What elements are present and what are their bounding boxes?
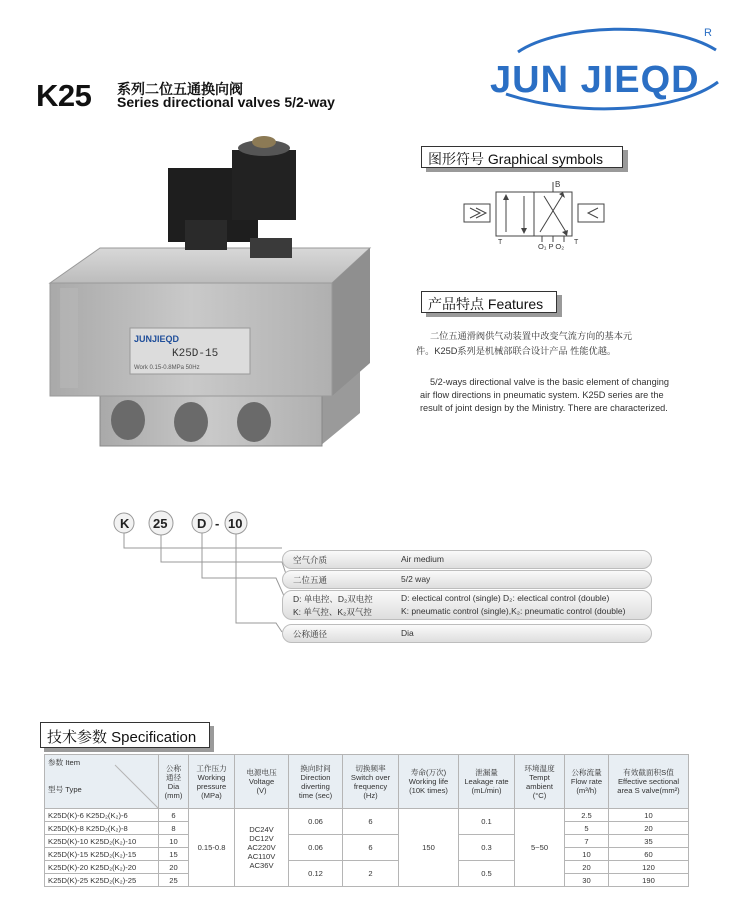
table-row: K25D(K)-20 K25D₂(K₂)-20 20 0.12 2 0.5 20 120 <box>45 861 689 874</box>
table-row: K25D(K)-15 K25D₂(K₂)-15 15 10 60 <box>45 848 689 861</box>
model-row-dia: 公称通径 Dia <box>282 624 652 643</box>
code-part-dash: - <box>215 516 220 531</box>
features-en-line-2: air flow directions in pneumatic system. K25D series are the <box>420 390 664 400</box>
code-part-control: D <box>197 516 207 531</box>
spec-section-header: 技术参数 Specification <box>40 722 210 748</box>
features-en-line-3: result of joint design by the Ministry. There are characterized. <box>420 403 668 413</box>
spec-header-row <box>45 755 689 809</box>
svg-text:Work 0.15-0.8MPa 50Hz: Work 0.15-0.8MPa 50Hz <box>134 365 200 371</box>
valve-photo <box>20 128 392 458</box>
header-dia: 公称 通径 Dia (mm) <box>159 755 189 809</box>
model-row-medium: 空气介质 Air medium <box>282 550 652 569</box>
svg-text:T: T <box>574 239 579 246</box>
header-area: 有效截面积S值 Effective sectional area S valve(mm²) <box>609 755 689 809</box>
table-row: K25D(K)-25 K25D₂(K₂)-25 25 30 190 <box>45 874 689 887</box>
header-voltage: 电源电压 Voltage (V) <box>235 755 289 809</box>
page-title-cn: 系列二位五通换向阀 <box>117 81 243 97</box>
header-life: 寿命(万次) Working life (10K times) <box>399 755 459 809</box>
header-item-type: 参数 Item 型号 Type <box>45 755 159 809</box>
features-cn-line-1: 二位五通滑阀供气动装置中改变气流方向的基本元 <box>430 331 633 341</box>
table-row: K25D(K)-10 K25D₂(K₂)-10 10 0.06 6 0.3 7 35 <box>45 835 689 848</box>
model-row-control: D: 单电控、D₂双电控 D: electical control (single) D₂: electical control (double) K: 单气控、K₂双气控 K: pneumatic control (single),K₂: pneumatic control (double) <box>282 590 652 620</box>
brand-logo <box>478 22 726 114</box>
cell-temp: 5~50 <box>515 809 565 887</box>
svg-text:O₁ P O₂: O₁ P O₂ <box>538 242 565 250</box>
page-title-en: Series directional valves 5/2-way <box>117 94 335 110</box>
header-pressure: 工作压力 Working pressure (MPa) <box>189 755 235 809</box>
graphical-section-header: 图形符号 Graphical symbols <box>421 146 623 168</box>
cell-voltage: DC24V DC12V AC220V AC110V AC36V <box>235 809 289 887</box>
header-frequency: 切换频率 Switch over frequency (Hz) <box>343 755 399 809</box>
table-row: K25D(K)-8 K25D₂(K₂)-8 8 5 20 <box>45 822 689 835</box>
svg-text:T: T <box>498 239 503 246</box>
svg-text:JUNJIEQD: JUNJIEQD <box>134 334 180 344</box>
table-row: K25D(K)-6 K25D₂(K₂)-6 6 0.15-0.8 DC24V DC12V AC220V AC110V AC36V 0.06 6 150 0.1 5~50 2.5 10 <box>45 809 689 822</box>
header-flow: 公称流量 Flow rate (m³/h) <box>565 755 609 809</box>
cell-life: 150 <box>399 809 459 887</box>
svg-text:K25D-15: K25D-15 <box>172 348 219 360</box>
header-temp: 环境温度 Tempt ambient (°C) <box>515 755 565 809</box>
graphical-symbol <box>462 178 622 250</box>
features-cn-line-2: 件。K25D系列是机械部联合设计产品 性能优越。 <box>416 346 617 356</box>
model-code-diagram <box>106 508 666 658</box>
page-title-model: K25 <box>36 78 92 113</box>
code-part-series: K <box>120 516 130 531</box>
header-time: 换向时间 Direction diverting time (sec) <box>289 755 343 809</box>
code-part-type: 25 <box>153 516 168 531</box>
logo-text: JUN JIEQD <box>490 59 700 101</box>
code-part-dia: 10 <box>228 516 243 531</box>
features-section-header: 产品特点 Features <box>421 291 557 313</box>
svg-text:R: R <box>704 27 712 39</box>
features-en-line-1: 5/2-ways directional valve is the basic element of changing <box>430 377 670 387</box>
spec-table <box>44 754 689 887</box>
model-row-way: 二位五通 5/2 way <box>282 570 652 589</box>
header-leakage: 泄漏量 Leakage rate (mL/min) <box>459 755 515 809</box>
svg-text:B: B <box>555 180 561 189</box>
cell-pressure: 0.15-0.8 <box>189 809 235 887</box>
